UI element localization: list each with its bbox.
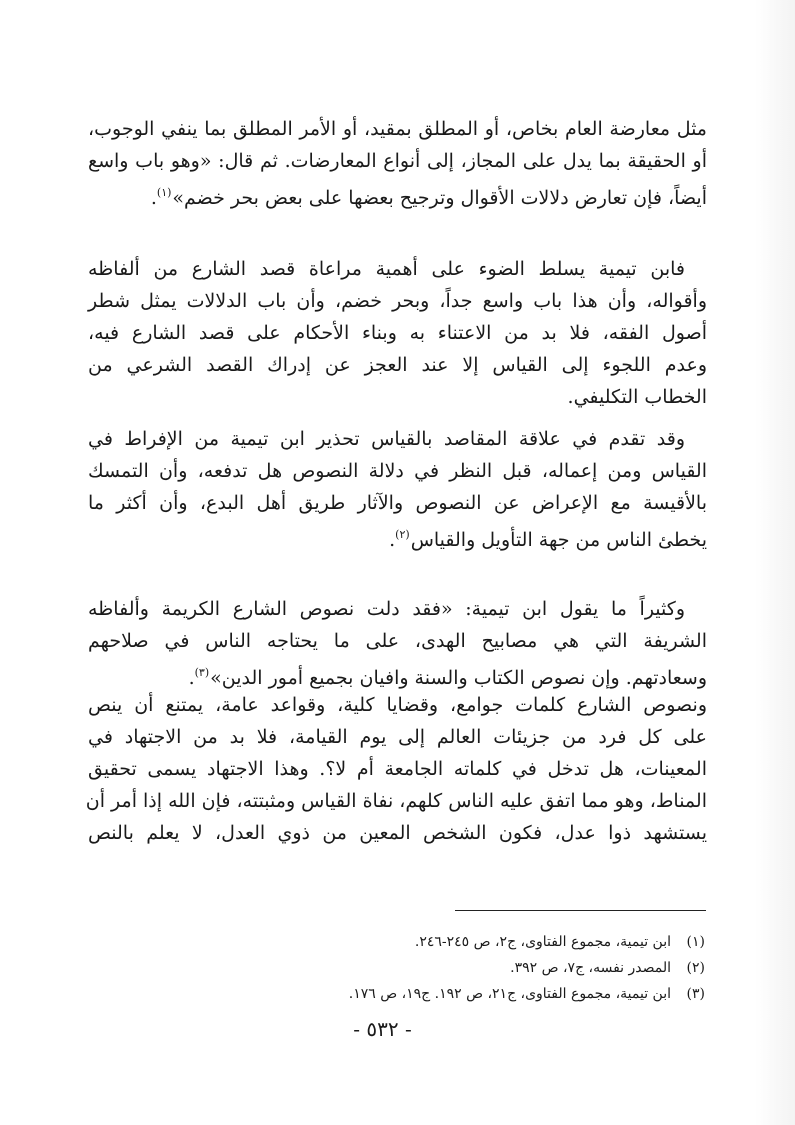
- body-line: المناط، وهو مما اتفق عليه الناس كلهم، نفاة القياس ومثبتته، فإن الله إذا أمر أن: [85, 790, 707, 812]
- footnote-ref: (١): [156, 186, 172, 199]
- body-line: الشريفة التي هي مصابيح الهدى، على ما يحتاجه الناس في صلاحهم: [88, 630, 707, 652]
- body-line: ونصوص الشارع كلمات جوامع، وقضايا كلية، وقواعد عامة، يمتنع أن ينص: [88, 694, 707, 716]
- footnote-ref: (٣): [194, 666, 210, 679]
- body-line: أو الحقيقة بما يدل على المجاز، إلى أنواع المعارضات. ثم قال: «وهو باب واسع: [88, 150, 707, 172]
- body-line: الخطاب التكليفي.: [567, 386, 707, 408]
- body-line: فابن تيمية يسلط الضوء على أهمية مراعاة قصد الشارع من ألفاظه: [88, 258, 685, 280]
- footnote-number: (١): [686, 934, 705, 950]
- body-line-text: أيضاً، فإن تعارض دلالات الأقوال وترجيح بعضها على بعض بحر خضم»: [172, 187, 707, 209]
- body-line: يخطئ الناس من جهة التأويل والقياس$^{(٢)}$.: [389, 528, 707, 551]
- body-line: وقد تقدم في علاقة المقاصد بالقياس تحذير ابن تيمية من الإفراط في: [88, 428, 685, 450]
- body-line: القياس ومن إعماله، قبل النظر في دلالة النصوص هل تدفعه، وأن التمسك: [88, 460, 707, 482]
- footnote-ref: (٢): [395, 528, 410, 541]
- body-line: بالأقيسة مع الإعراض عن النصوص والآثار طريق أهل البدع، وأن أكثر ما: [88, 492, 707, 514]
- body-line: يستشهد ذوا عدل، فكون الشخص المعين من ذوي العدل، لا يعلم بالنص: [88, 822, 707, 844]
- footnote-text: ابن تيمية، مجموع الفتاوى، ج٢١، ص ١٩٢. ج١٩، ص ١٧٦.: [348, 986, 671, 1002]
- footnote: [510, 957, 705, 979]
- body-line: أصول الفقه، فلا بد من الاعتناء به وبناء الأحكام على قصد الشارع فيه،: [88, 322, 707, 344]
- footnote-number: (٣): [686, 986, 705, 1002]
- footnote-text: المصدر نفسه، ج٧، ص ٣٩٢.: [510, 960, 671, 976]
- footnote-text: ابن تيمية، مجموع الفتاوى، ج٢، ص ٢٤٥-٢٤٦.: [414, 934, 671, 950]
- body-line-text: يخطئ الناس من جهة التأويل والقياس: [410, 529, 707, 551]
- body-line: أيضاً، فإن تعارض دلالات الأقوال وترجيح بعضها على بعض بحر خضم»$^{(١)}$.: [150, 186, 707, 209]
- footnote-divider: [455, 910, 706, 911]
- body-line: وأقواله، وأن هذا باب واسع جداً، وبحر خضم، وأن باب الدلالات يمثل شطر: [88, 290, 707, 312]
- body-line: وسعادتهم. وإن نصوص الكتاب والسنة وافيان بجميع أمور الدين»$^{(٣)}$.: [188, 666, 707, 689]
- footnote: [415, 931, 705, 953]
- footnote: [349, 983, 705, 1005]
- body-line: المعينات، هل تدخل في كلماته الجامعة أم لا؟. وهذا الاجتهاد يسمى تحقيق: [88, 758, 707, 780]
- footnote-number: (٢): [686, 960, 705, 976]
- body-line: على كل فرد من جزيئات العالم إلى يوم القيامة، فلا بد من الاجتهاد في: [88, 726, 707, 748]
- body-line-text: وسعادتهم. وإن نصوص الكتاب والسنة وافيان بجميع أمور الدين»: [210, 667, 707, 689]
- body-line: وعدم اللجوء إلى القياس إلا عند العجز عن إدراك القصد الشرعي من: [88, 354, 707, 376]
- body-line: وكثيراً ما يقول ابن تيمية: «فقد دلت نصوص الشارع الكريمة وألفاظه: [88, 598, 685, 620]
- page-number: - ٥٣٢ -: [353, 1017, 412, 1041]
- body-line: مثل معارضة العام بخاص، أو المطلق بمقيد، أو الأمر المطلق بما ينفي الوجوب،: [88, 118, 707, 140]
- page-edge-shadow: [755, 0, 795, 1125]
